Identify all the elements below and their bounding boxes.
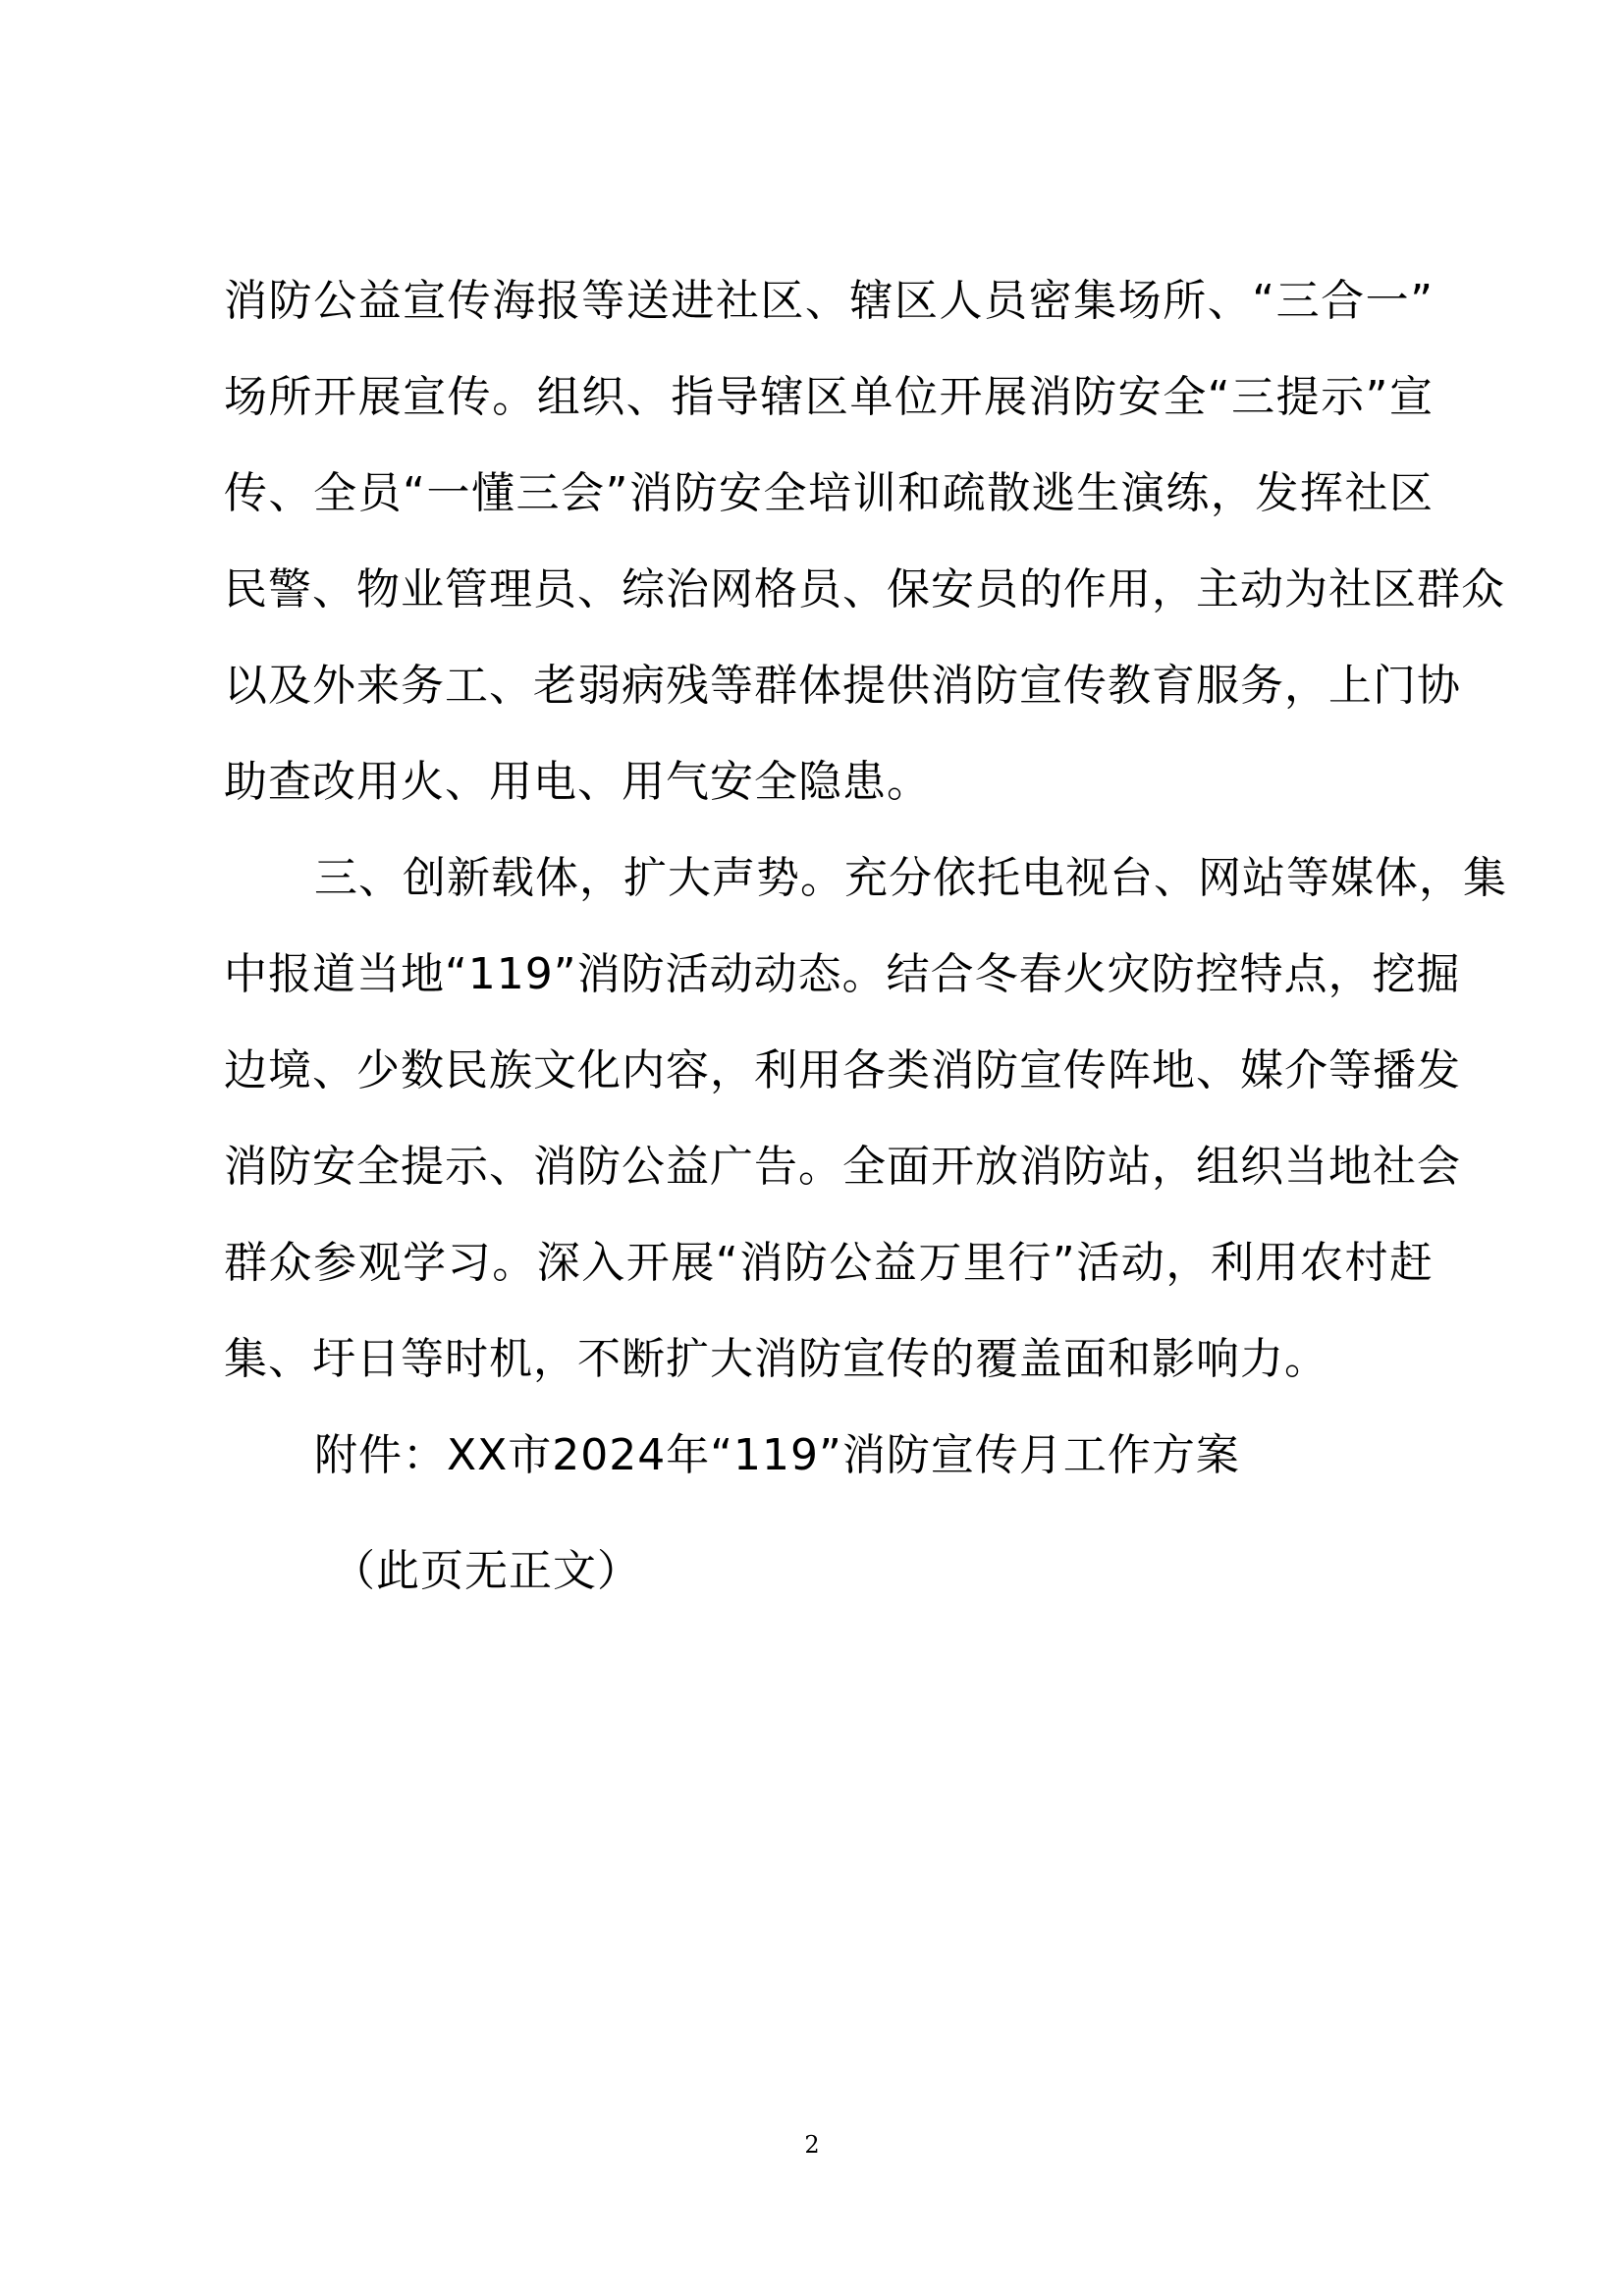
paragraph-community-publicity	[224, 253, 1505, 830]
page-number: 2	[804, 2131, 820, 2159]
text-line: 传、全员“一懂三会”消防安全培训和疏散逃生演练，发挥社区	[224, 468, 1434, 518]
blank-page-note: （此页无正文）	[332, 1546, 641, 1596]
text-line: 民警、物业管理员、综治网格员、保安员的作用，主动为社区群众	[224, 564, 1505, 614]
text-line: 中报道当地“119”消防活动动态。结合冬春火灾防控特点，挖掘	[224, 949, 1461, 999]
attachment-line: 附件：XX市2024年“119”消防宣传月工作方案	[314, 1430, 1240, 1480]
text-line: 群众参观学习。深入开展“消防公益万里行”活动，利用农村赶	[224, 1238, 1434, 1288]
text-line: 以及外来务工、老弱病残等群体提供消防宣传教育服务，上门协	[224, 661, 1461, 711]
text-line: 边境、少数民族文化内容，利用各类消防宣传阵地、媒介等播发	[224, 1045, 1461, 1095]
text-line: 三、创新载体，扩大声势。充分依托电视台、网站等媒体，集	[314, 853, 1507, 903]
text-line: 助查改用火、用电、用气安全隐患。	[224, 757, 931, 807]
document-body	[224, 253, 1507, 1620]
text-line: 消防安全提示、消防公益广告。全面开放消防站，组织当地社会	[224, 1142, 1461, 1192]
paragraph-innovative-carriers	[224, 830, 1507, 1408]
text-line: 集、圩日等时机，不断扩大消防宣传的覆盖面和影响力。	[224, 1334, 1328, 1384]
text-line: 消防公益宣传海报等送进社区、辖区人员密集场所、“三合一”	[224, 276, 1434, 326]
text-line: 场所开展宣传。组织、指导辖区单位开展消防安全“三提示”宣	[224, 372, 1434, 422]
